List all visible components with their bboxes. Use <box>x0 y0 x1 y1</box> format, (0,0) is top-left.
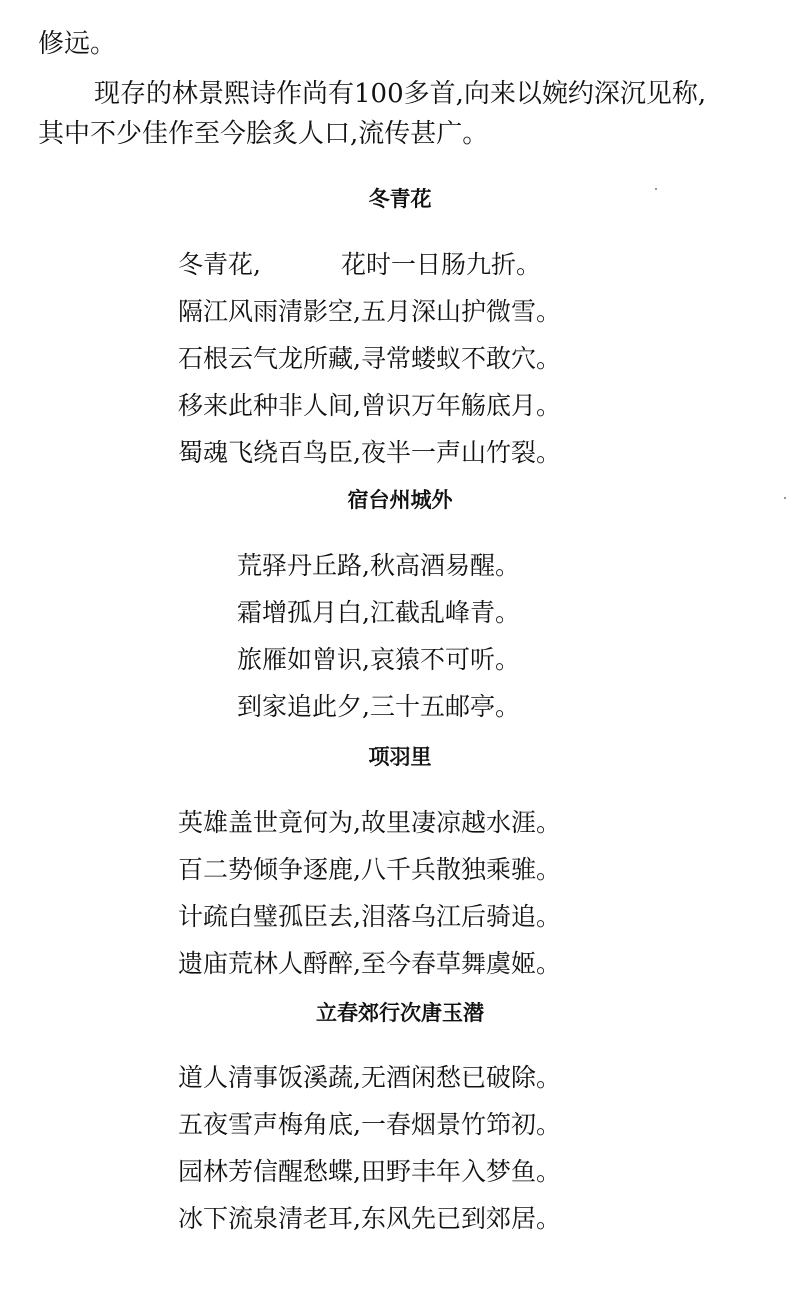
poem-line: 英雄盖世竟何为,故里凄凉越水涯。 <box>178 808 561 837</box>
poem-body <box>178 241 561 476</box>
poem-title: 宿台州城外 <box>347 488 453 512</box>
scan-speck <box>784 497 786 499</box>
poem-line-first-half: 冬青花, <box>178 250 261 279</box>
poem-line: 遗庙荒林人酹醉,至今春草舞虞姬。 <box>178 949 561 978</box>
poem-title: 冬青花 <box>368 187 432 211</box>
intro-paragraph-line: 现存的林景熙诗作尚有100多首,向来以婉约深沉见称, <box>94 79 707 109</box>
poem-title: 项羽里 <box>368 745 432 769</box>
poem-line: 隔江风雨清影空,五月深山护微雪。 <box>178 297 561 326</box>
poem-line: 移来此种非人间,曾识万年觞底月。 <box>178 391 561 420</box>
poem-line: 石根云气龙所藏,寻常蝼蚁不敢穴。 <box>178 344 561 373</box>
poem-line: 荒驿丹丘路,秋高酒易醒。 <box>237 551 520 580</box>
poem-line-second-half: 花时一日肠九折。 <box>340 250 541 279</box>
poem-line: 计疏白璧孤臣去,泪落乌江后骑追。 <box>178 902 561 931</box>
poem-line: 园林芳信醒愁蝶,田野丰年入梦鱼。 <box>178 1157 561 1186</box>
poem-line: 五夜雪声梅角底,一春烟景竹笻初。 <box>178 1110 561 1139</box>
poem-body <box>237 542 520 730</box>
poem-body <box>178 799 561 987</box>
poem-line: 冰下流泉清老耳,东风先已到郊居。 <box>178 1204 561 1233</box>
poem-line: 蜀魂飞绕百鸟臣,夜半一声山竹裂。 <box>178 438 561 467</box>
poem-line: 道人清事饭溪蔬,无酒闲愁已破除。 <box>178 1063 561 1092</box>
intro-paragraph-line: 其中不少佳作至今脍炙人口,流传甚广。 <box>38 119 489 149</box>
intro-paragraph <box>38 74 783 154</box>
scan-speck <box>655 188 657 190</box>
intro-continuation: 修远。 <box>38 29 117 59</box>
poem-line: 霜增孤月白,江截乱峰青。 <box>237 598 520 627</box>
poem-line: 百二势倾争逐鹿,八千兵散独乘骓。 <box>178 855 561 884</box>
poem-title: 立春郊行次唐玉潜 <box>316 1001 484 1025</box>
poem-line <box>178 241 561 288</box>
poem-body <box>178 1054 561 1242</box>
poem-line: 旅雁如曾识,哀猿不可听。 <box>237 645 520 674</box>
poem-line: 到家追此夕,三十五邮亭。 <box>237 692 520 721</box>
